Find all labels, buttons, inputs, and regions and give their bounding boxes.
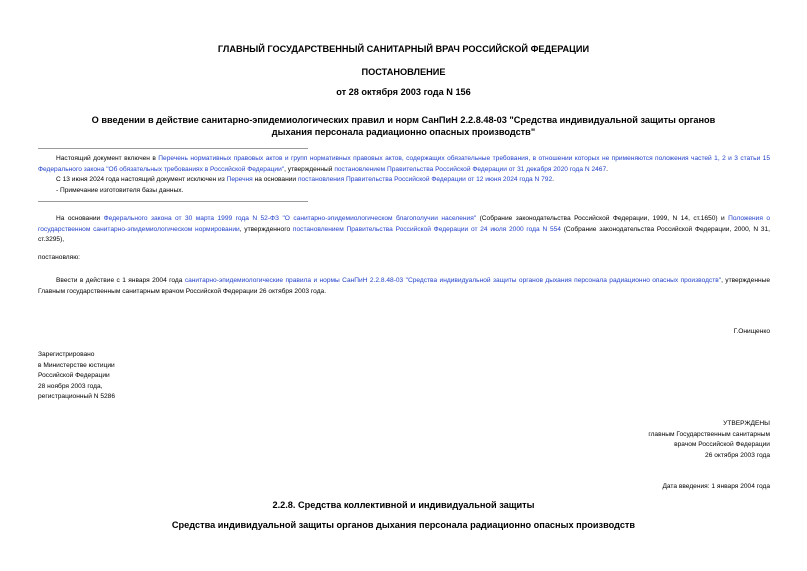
- resolve-word: постановляю:: [38, 254, 81, 261]
- link-government-decree-554[interactable]: постановлением Правительства Российской Федерации от 24 июля 2000 года N 554: [292, 225, 561, 233]
- registration-line: Зарегистрировано: [38, 351, 95, 358]
- document-date: от 28 октября 2003 года N 156: [336, 87, 471, 97]
- section-subtitle: Средства индивидуальной защиты органов дыхания персонала радиационно опасных производств: [171, 520, 636, 530]
- registration-line: 28 ноября 2003 года,: [38, 382, 103, 390]
- database-note: - Примечание изготовителя базы данных.: [56, 187, 184, 194]
- document-type: ПОСТАНОВЛЕНИЕ: [361, 67, 446, 77]
- note-bottom-divider: [38, 201, 308, 202]
- link-regulation-sanitary-standards[interactable]: Положения о государственном санитарно-эпидемиологическом нормировании: [38, 215, 770, 233]
- effective-date: Дата введения: 1 января 2004 года: [662, 483, 770, 490]
- approval-line: врачом Российской Федерации: [674, 441, 770, 448]
- link-list[interactable]: Перечня: [226, 176, 253, 183]
- approval-line: 26 октября 2003 года: [705, 451, 770, 459]
- note-paragraph-1: Настоящий документ включен в Перечень нормативных правовых актов и групп нормативных правовых актов, содержащих обязательные требования, в отношении которых не применяются положения частей 1, 2 и 3 статьи 15 Федерального закона "Об обязательных требованиях в Российской Федерации", утвержденный постановлением Правительства Российской Федерации от 31 декабря 2020 года N 2467.: [38, 155, 771, 173]
- basis-paragraph: На основании Федерального закона от 30 марта 1999 года N 52-ФЗ "О санитарно-эпидемиологическом благополучии населения" (Собрание законодательства Российской Федерации, 1999, N 14, ст.1650) и Положения о государственном санитарно-эпидемиологическом нормировании, утвержденного постановлением Правительства Российской Федерации от 24 июля 2000 года N 554 (Собрание законодательства Российской Федерации, 2000, N 31, ст.3295),: [38, 215, 770, 243]
- registration-line: в Министерстве юстиции: [38, 361, 115, 369]
- approval-line: УТВЕРЖДЕНЫ: [723, 420, 770, 427]
- note-top-divider: [38, 148, 308, 149]
- link-government-decree-792[interactable]: постановления Правительства Российской Федерации от 12 июня 2024 года N 792: [297, 176, 553, 183]
- registration-line: Российской Федерации: [38, 372, 110, 379]
- registration-block: [38, 350, 115, 403]
- document-title: О введении в действие санитарно-эпидемиологических правил и норм СанПиН 2.2.8.48-03 "Средства индивидуальной защиты органов дыхания персонала радиационно опасных производств": [91, 115, 716, 137]
- note-paragraph-2: С 13 июня 2024 года настоящий документ исключен из Перечня на основании постановления Правительства Российской Федерации от 12 июня 2024 года N 792.: [56, 176, 554, 183]
- approval-line: главным Государственным санитарным: [648, 430, 770, 438]
- link-government-decree-2467[interactable]: постановлением Правительства Российской Федерации от 31 декабря 2020 года N 2467: [334, 165, 607, 173]
- issuing-authority: ГЛАВНЫЙ ГОСУДАРСТВЕННЫЙ САНИТАРНЫЙ ВРАЧ РОССИЙСКОЙ ФЕДЕРАЦИИ: [217, 44, 590, 54]
- enact-paragraph: Ввести в действие с 1 января 2004 года санитарно-эпидемиологические правила и нормы СанПиН 2.2.8.48-03 "Средства индивидуальной защиты органов дыхания персонала радиационно опасных производств", утвержденные Главным государственным санитарным врачом Российской Федерации 26 октября 2003 года.: [38, 277, 771, 295]
- section-title: 2.2.8. Средства коллективной и индивидуальной защиты: [272, 500, 535, 510]
- signature: Г.Онищенко: [733, 328, 770, 335]
- link-sanpin-2-2-8-48-03[interactable]: санитарно-эпидемиологические правила и нормы СанПиН 2.2.8.48-03 "Средства индивидуальной защиты органов дыхания персонала радиационно опасных производств": [184, 277, 722, 284]
- registration-line: регистрационный N 5286: [38, 393, 116, 400]
- approval-block: [520, 419, 770, 461]
- link-exemption-list[interactable]: Перечень нормативных правовых актов и групп нормативных правовых актов, содержащих обязательные требования, в отношении которых не применяются положения частей 1, 2 и 3 статьи 15 Федерального закона "Об обязательных требованиях в Российской Федерации": [38, 155, 771, 173]
- link-federal-law-52[interactable]: Федерального закона от 30 марта 1999 года N 52-ФЗ "О санитарно-эпидемиологическом благополучии населения": [103, 215, 477, 222]
